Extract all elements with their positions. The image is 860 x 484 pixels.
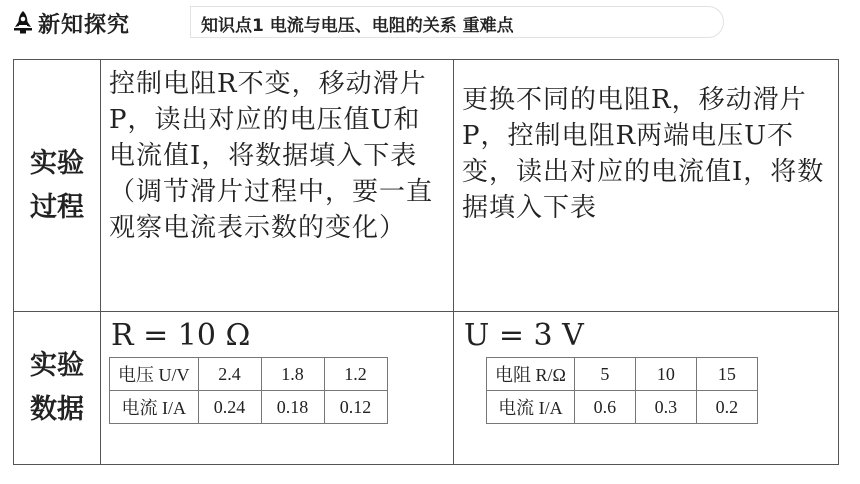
voltage-value: 2.4 [198,358,261,391]
knowledge-point-banner [190,6,724,38]
current-value: 0.12 [324,391,387,424]
voltage-value: 1.2 [324,358,387,391]
table-row [110,358,388,391]
voltage-equation: U = 3 V [464,318,584,353]
section-title: 新知探究 [38,12,131,38]
table-row [487,358,758,391]
row-label-current: 电流 I/A [487,391,575,424]
row-header-data: 实验 数据 [14,312,101,465]
row-header-process: 实验 过程 [14,60,101,312]
process-right-text: 更换不同的电阻R，移动滑片P，控制电阻R两端电压U不变，读出对应的电流值I，将数据填入下表 [462,85,825,223]
resistance-value: 10 [635,358,696,391]
resistance-value: 15 [696,358,757,391]
data-left-cell [101,312,454,465]
process-left-cell [101,60,454,312]
resistance-equation: R = 10 Ω [111,318,251,353]
resistance-value: 5 [574,358,635,391]
row-label-resistance: 电阻 R/Ω [487,358,575,391]
current-value: 0.6 [574,391,635,424]
voltage-current-table [109,357,388,424]
data-right-cell [454,312,839,465]
current-value: 0.24 [198,391,261,424]
process-right-cell [454,60,839,312]
resistance-current-table [486,357,758,424]
knowledge-point-label: 知识点1 电流与电压、电阻的关系 重难点 [201,16,514,36]
rocket-icon [12,10,34,34]
current-value: 0.18 [261,391,324,424]
section-header [10,4,722,38]
row-label-current: 电流 I/A [110,391,199,424]
process-left-text: 控制电阻R不变，移动滑片P，读出对应的电压值U和电流值I，将数据填入下表（调节滑片过程中，要一直观察电流表示数的变化） [109,69,434,243]
experiment-table [13,59,839,465]
voltage-value: 1.8 [261,358,324,391]
row-label-voltage: 电压 U/V [110,358,199,391]
current-value: 0.2 [696,391,757,424]
table-row [487,391,758,424]
table-row [110,391,388,424]
current-value: 0.3 [635,391,696,424]
